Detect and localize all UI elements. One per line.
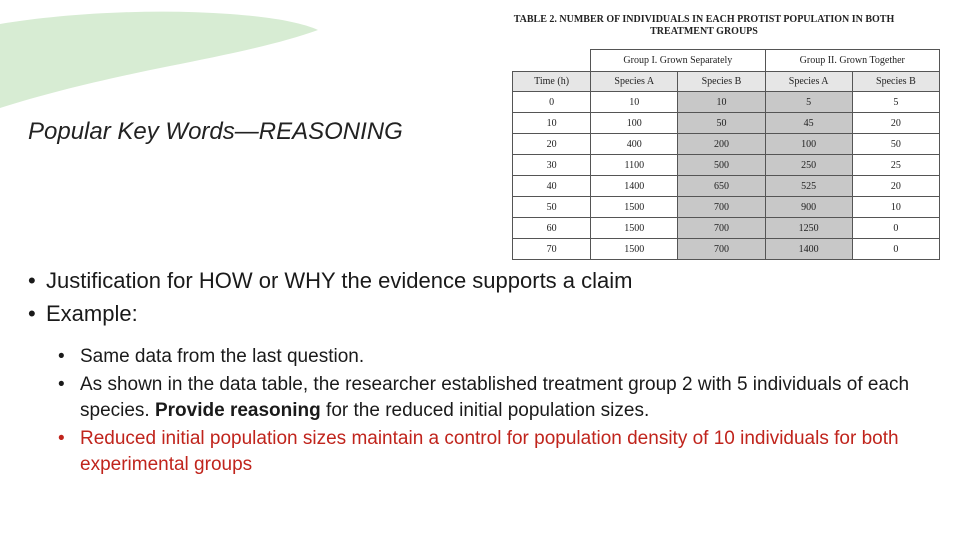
table-body [513, 92, 940, 260]
empty-corner-cell [513, 50, 591, 72]
example-sub-list [58, 344, 948, 480]
table-caption [484, 14, 924, 38]
table-cell: 10 [678, 92, 765, 113]
table-cell: 650 [678, 176, 765, 197]
table-row [513, 155, 940, 176]
bullet-text: Example: [46, 301, 138, 326]
page-title: Popular Key Words—REASONING [28, 118, 403, 145]
column-header: Time (h) [513, 72, 591, 92]
bullet-text: Justification for HOW or WHY the evidence supports a claim [46, 268, 633, 293]
table-cell: 5 [852, 92, 939, 113]
table-caption-line-2: TREATMENT GROUPS [650, 26, 758, 37]
table-row [513, 176, 940, 197]
table-cell: 700 [678, 197, 765, 218]
table-cell: 5 [765, 92, 852, 113]
table-cell: 45 [765, 113, 852, 134]
table-row [513, 134, 940, 155]
table-cell: 30 [513, 155, 591, 176]
table-cell: 60 [513, 218, 591, 239]
table-cell: 1500 [591, 218, 678, 239]
sub-bullet-text: Same data from the last question. [80, 346, 365, 367]
table-row [513, 197, 940, 218]
table-cell: 1400 [591, 176, 678, 197]
table-cell: 1100 [591, 155, 678, 176]
table-cell: 200 [678, 134, 765, 155]
table-cell: 525 [765, 176, 852, 197]
sub-bullet-text-end: for the reduced initial population sizes. [320, 400, 650, 421]
table-cell: 900 [765, 197, 852, 218]
sub-bullet-text: As shown in the data table, the researcher established treatment group 2 with 5 individuals of each species. [80, 374, 910, 421]
bullet-dot-icon: • [58, 346, 65, 367]
group-2-header: Group II. Grown Together [765, 50, 939, 72]
main-bullet-list [28, 266, 948, 332]
table-cell: 10 [852, 197, 939, 218]
bullet-dot-icon: • [58, 374, 65, 395]
sub-bullet-answer [58, 426, 948, 478]
table-cell: 25 [852, 155, 939, 176]
table-cell: 50 [513, 197, 591, 218]
table-row [513, 113, 940, 134]
bullet-dot-icon: • [28, 268, 36, 293]
answer-text: Reduced initial population sizes maintain a control for population density of 10 individuals for both experimental groups [80, 428, 899, 475]
table-cell: 50 [678, 113, 765, 134]
bullet-dot-icon: • [28, 301, 36, 326]
table-row [513, 218, 940, 239]
table-cell: 10 [513, 113, 591, 134]
table-row [513, 239, 940, 260]
table-cell: 50 [852, 134, 939, 155]
table-cell: 500 [678, 155, 765, 176]
column-header: Species B [852, 72, 939, 92]
table-cell: 0 [513, 92, 591, 113]
column-header-row [513, 72, 940, 92]
table-cell: 1400 [765, 239, 852, 260]
column-header: Species B [678, 72, 765, 92]
table-cell: 100 [591, 113, 678, 134]
table-cell: 1250 [765, 218, 852, 239]
emphasis-provide-reasoning: Provide reasoning [154, 400, 321, 421]
column-header: Species A [591, 72, 678, 92]
sub-bullet-question [58, 372, 948, 424]
table-cell: 250 [765, 155, 852, 176]
table-cell: 100 [765, 134, 852, 155]
table-cell: 20 [852, 113, 939, 134]
green-brush-decoration [0, 0, 330, 120]
table-row [513, 92, 940, 113]
group-header-row [513, 50, 940, 72]
table-cell: 700 [678, 218, 765, 239]
table-cell: 0 [852, 239, 939, 260]
bullet-dot-icon: • [58, 428, 65, 449]
table-cell: 40 [513, 176, 591, 197]
sub-bullet-same-data [58, 344, 948, 370]
table-cell: 20 [852, 176, 939, 197]
table-cell: 1500 [591, 197, 678, 218]
table-cell: 10 [591, 92, 678, 113]
table-cell: 1500 [591, 239, 678, 260]
bullet-justification [28, 266, 948, 296]
table-cell: 70 [513, 239, 591, 260]
table-cell: 0 [852, 218, 939, 239]
group-1-header: Group I. Grown Separately [591, 50, 765, 72]
table-cell: 400 [591, 134, 678, 155]
protist-population-table [512, 49, 940, 260]
table-cell: 700 [678, 239, 765, 260]
column-header: Species A [765, 72, 852, 92]
table-caption-line-1: TABLE 2. NUMBER OF INDIVIDUALS IN EACH PROTIST POPULATION IN BOTH [513, 14, 895, 25]
bullet-example [28, 299, 948, 329]
table-cell: 20 [513, 134, 591, 155]
